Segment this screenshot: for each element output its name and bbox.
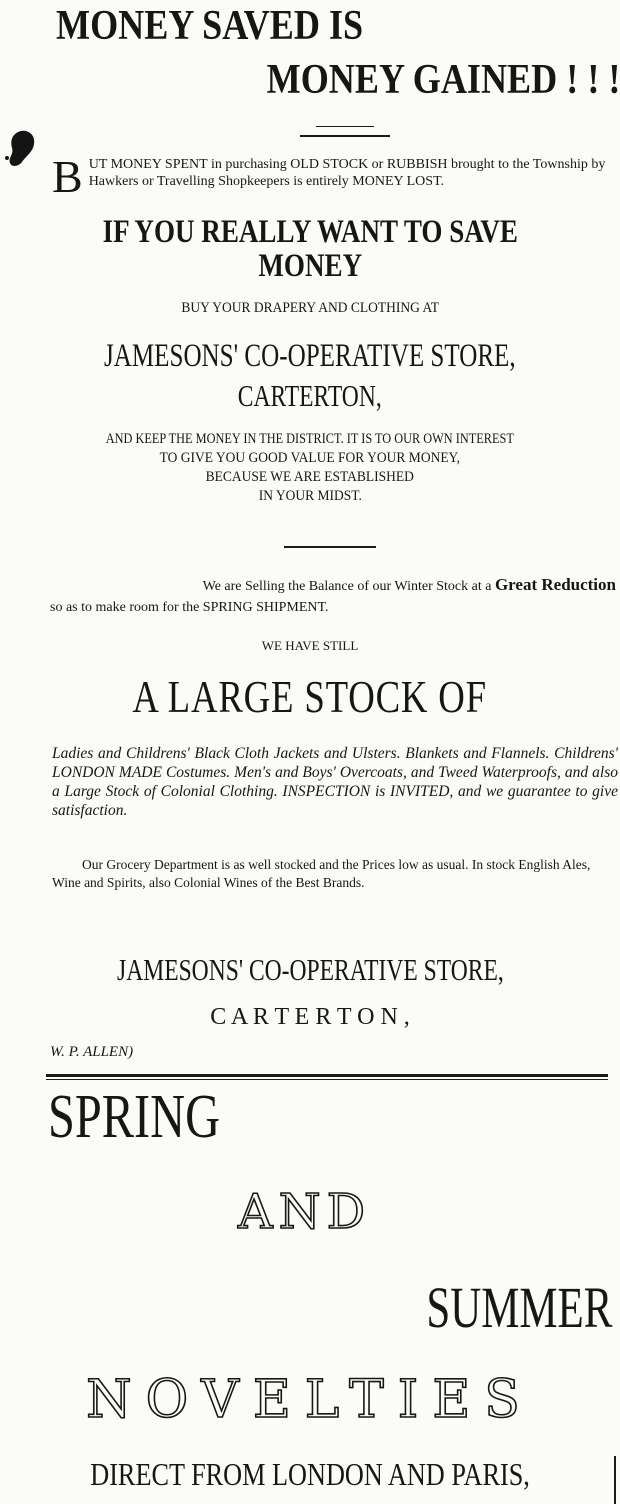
stock-details: Ladies and Childrens' Black Cloth Jackets and Ulsters. Blankets and Flannels. Childrens' LONDON MADE Costumes. Men's and Boys' Overcoats, and Tweed Waterproofs, and also a Large Stock of Colonial Clothing. INSPECTION is INVITED, and we guarantee to give satisfaction. xyxy=(52,745,618,819)
drop-cap: B xyxy=(52,151,83,202)
and-heading: AND xyxy=(238,1184,372,1240)
headline-line-2: MONEY GAINED ! ! ! xyxy=(266,57,620,103)
keep-money-block: AND KEEP THE MONEY IN THE DISTRICT. IT IS TO OUR OWN INTEREST TO GIVE YOU GOOD VALUE FOR YOUR MONEY, BECAUSE WE ARE ESTABLISHED IN YOUR MIDST. xyxy=(105,431,515,504)
store-name: JAMESONS' CO-OPERATIVE STORE, xyxy=(104,338,516,374)
summer-heading: SUMMER xyxy=(425,1275,612,1340)
column-rule xyxy=(614,1456,616,1504)
ink-blot xyxy=(4,128,40,170)
still-line: WE HAVE STILL xyxy=(261,638,359,653)
large-stock-heading: A LARGE STOCK OF xyxy=(132,671,488,722)
ornament-rule xyxy=(316,126,374,127)
save-heading-2: MONEY xyxy=(258,248,362,284)
novelties-heading: NOVELTIES xyxy=(86,1370,534,1430)
ornament-rule xyxy=(300,135,390,137)
ad-separator-thick xyxy=(46,1074,608,1077)
grocery-notice: Our Grocery Department is as well stocked and the Prices low as usual. In stock English Ales, Wine and Spirits, also Colonial Wines of the Best Brands. xyxy=(52,857,591,890)
save-heading-1: IF YOU REALLY WANT TO SAVE xyxy=(102,214,518,250)
store-town: CARTERTON, xyxy=(238,378,382,413)
direct-line: DIRECT FROM LONDON AND PARIS, xyxy=(90,1456,530,1492)
divider-rule xyxy=(284,546,376,548)
proprietor-name: W. P. ALLEN) xyxy=(50,1044,134,1060)
spring-heading: SPRING xyxy=(48,1083,221,1151)
headline-line-1: MONEY SAVED IS xyxy=(56,3,364,49)
footer-store-town: C A R T E R T O N , xyxy=(210,1004,410,1030)
ad-separator-thin xyxy=(46,1079,608,1080)
intro-text: UT MONEY SPENT in purchasing OLD STOCK or RUBBISH brought to the Township by Hawkers or Travelling Shopkeepers is entirely MONEY LOST. xyxy=(88,157,606,189)
footer-store-name: JAMESONS' CO-OPERATIVE STORE, xyxy=(116,952,504,987)
buy-line: BUY YOUR DRAPERY AND CLOTHING AT xyxy=(181,300,439,316)
intro-paragraph xyxy=(52,151,618,202)
selling-notice: We are Selling the Balance of our Winter Stock at a Great Reduction so as to make room for the SPRING SHIPMENT. xyxy=(50,575,616,615)
great-reduction: Great Reduction xyxy=(494,575,616,594)
